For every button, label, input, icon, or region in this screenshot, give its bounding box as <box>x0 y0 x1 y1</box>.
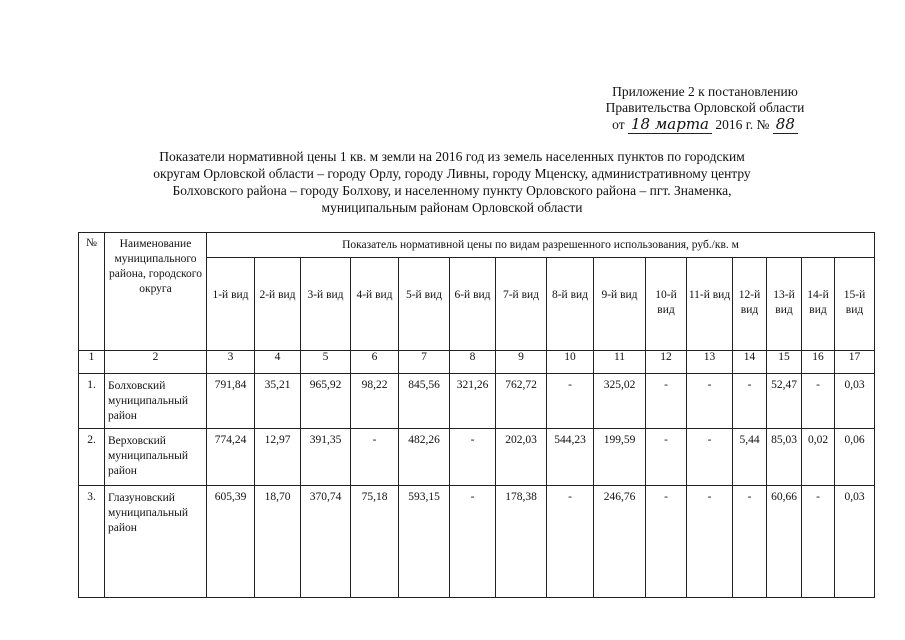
appendix-prefix: от <box>612 117 625 132</box>
row-name: Верховский муниципальный район <box>105 429 207 486</box>
value-cell: 5,44 <box>733 429 767 486</box>
handwritten-date: 18 марта <box>628 115 712 134</box>
type-header: 2-й вид <box>255 258 301 351</box>
type-header: 12-й вид <box>733 258 767 351</box>
index-cell: 4 <box>255 351 301 374</box>
index-cell: 9 <box>496 351 547 374</box>
row-number: 2. <box>79 429 105 486</box>
index-cell: 6 <box>351 351 399 374</box>
type-header: 15-й вид <box>835 258 875 351</box>
type-header: 11-й вид <box>687 258 733 351</box>
value-cell: - <box>646 429 687 486</box>
data-body <box>79 374 875 598</box>
handwritten-number: 88 <box>773 115 798 134</box>
value-cell: - <box>646 486 687 598</box>
value-cell: 178,38 <box>496 486 547 598</box>
value-cell: - <box>733 374 767 429</box>
index-cell: 12 <box>646 351 687 374</box>
value-cell: - <box>802 486 835 598</box>
value-cell: 246,76 <box>594 486 646 598</box>
value-cell: 391,35 <box>301 429 351 486</box>
title-line-4: муниципальным районам Орловской области <box>321 200 583 215</box>
index-cell: 14 <box>733 351 767 374</box>
value-cell: 0,03 <box>835 374 875 429</box>
appendix-header <box>560 84 850 133</box>
value-cell: 202,03 <box>496 429 547 486</box>
value-cell: 12,97 <box>255 429 301 486</box>
value-cell: - <box>450 486 496 598</box>
value-cell: 199,59 <box>594 429 646 486</box>
row-name: Болховский муниципальный район <box>105 374 207 429</box>
index-cell: 11 <box>594 351 646 374</box>
value-cell: 0,06 <box>835 429 875 486</box>
header-row <box>79 233 875 258</box>
appendix-line-1: Приложение 2 к постановлению <box>612 84 798 99</box>
index-row <box>79 351 875 374</box>
appendix-year: 2016 г. № <box>715 117 770 132</box>
header-name: Наименование муниципального района, городского округа <box>105 233 207 351</box>
price-table <box>78 232 875 598</box>
value-cell: 0,03 <box>835 486 875 598</box>
type-header: 5-й вид <box>399 258 450 351</box>
value-cell: 593,15 <box>399 486 450 598</box>
header-group: Показатель нормативной цены по видам разрешенного использования, руб./кв. м <box>207 233 875 258</box>
value-cell: 52,47 <box>767 374 802 429</box>
value-cell: 605,39 <box>207 486 255 598</box>
value-cell: 75,18 <box>351 486 399 598</box>
value-cell: - <box>351 429 399 486</box>
value-cell: 482,26 <box>399 429 450 486</box>
value-cell: 60,66 <box>767 486 802 598</box>
index-cell: 1 <box>79 351 105 374</box>
type-header: 8-й вид <box>547 258 594 351</box>
value-cell: - <box>547 374 594 429</box>
type-header: 9-й вид <box>594 258 646 351</box>
row-number: 1. <box>79 374 105 429</box>
value-cell: 325,02 <box>594 374 646 429</box>
value-cell: - <box>547 486 594 598</box>
type-header: 1-й вид <box>207 258 255 351</box>
title-line-1: Показатели нормативной цены 1 кв. м земли на 2016 год из земель населенных пунктов по городским <box>159 149 745 164</box>
header-num: № <box>79 233 105 351</box>
type-header: 10-й вид <box>646 258 687 351</box>
value-cell: 845,56 <box>399 374 450 429</box>
value-cell: 965,92 <box>301 374 351 429</box>
appendix-line-2: Правительства Орловской области <box>605 100 805 115</box>
value-cell: 321,26 <box>450 374 496 429</box>
value-cell: - <box>733 486 767 598</box>
type-header: 13-й вид <box>767 258 802 351</box>
value-cell: 18,70 <box>255 486 301 598</box>
index-cell: 5 <box>301 351 351 374</box>
index-cell: 17 <box>835 351 875 374</box>
value-cell: - <box>687 374 733 429</box>
type-header: 6-й вид <box>450 258 496 351</box>
value-cell: 98,22 <box>351 374 399 429</box>
index-cell: 3 <box>207 351 255 374</box>
value-cell: 0,02 <box>802 429 835 486</box>
index-cell: 13 <box>687 351 733 374</box>
value-cell: - <box>450 429 496 486</box>
index-cell: 16 <box>802 351 835 374</box>
table-row <box>79 429 875 486</box>
value-cell: 774,24 <box>207 429 255 486</box>
value-cell: - <box>802 374 835 429</box>
index-cell: 15 <box>767 351 802 374</box>
document-title <box>96 148 808 216</box>
value-cell: - <box>687 429 733 486</box>
value-cell: - <box>687 486 733 598</box>
value-cell: 370,74 <box>301 486 351 598</box>
type-header: 7-й вид <box>496 258 547 351</box>
index-cell: 2 <box>105 351 207 374</box>
type-header: 14-й вид <box>802 258 835 351</box>
index-cell: 10 <box>547 351 594 374</box>
row-name: Глазуновский муниципальный район <box>105 486 207 598</box>
title-line-3: Болховского района – городу Болхову, и населенному пункту Орловского района – пгт. Знаменка, <box>172 183 732 198</box>
type-header: 3-й вид <box>301 258 351 351</box>
value-cell: 35,21 <box>255 374 301 429</box>
row-number: 3. <box>79 486 105 598</box>
table-row <box>79 374 875 429</box>
appendix-date-line <box>560 116 850 133</box>
index-cell: 8 <box>450 351 496 374</box>
value-cell: 544,23 <box>547 429 594 486</box>
value-cell: 762,72 <box>496 374 547 429</box>
value-cell: 85,03 <box>767 429 802 486</box>
title-line-2: округам Орловской области – городу Орлу, городу Ливны, городу Мценску, административному центру <box>153 166 751 181</box>
table-row <box>79 486 875 598</box>
value-cell: - <box>646 374 687 429</box>
type-header: 4-й вид <box>351 258 399 351</box>
value-cell: 791,84 <box>207 374 255 429</box>
index-cell: 7 <box>399 351 450 374</box>
